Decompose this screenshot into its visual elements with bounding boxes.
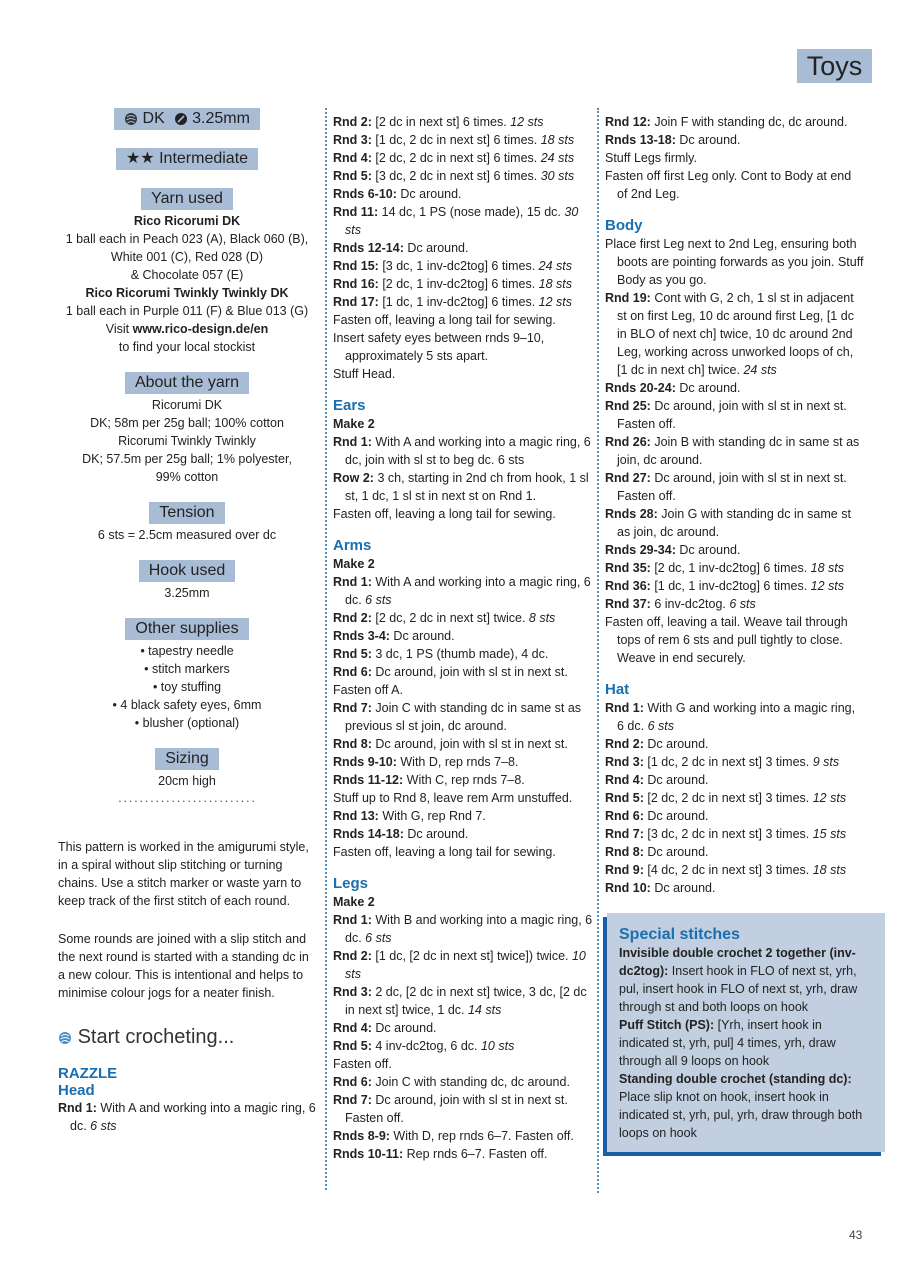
- round-text: Place first Leg next to 2nd Leg, ensuring both boots are pointing forwards as you join. Stuff Body as you go.: [605, 237, 864, 287]
- round-text: With A and working into a magic ring, 6 dc.: [345, 575, 591, 607]
- stitch-count: 18 sts: [812, 863, 847, 877]
- body-rounds: [605, 235, 865, 667]
- pattern-line: [605, 595, 865, 613]
- round-text: [2 dc, 2 dc in next st] twice.: [371, 611, 529, 625]
- pattern-line: [605, 433, 865, 469]
- pattern-line: [605, 289, 865, 379]
- tension-block: [58, 502, 316, 544]
- round-text: Join B with standing dc in same st as join, dc around.: [617, 435, 860, 467]
- pattern-line: [333, 1091, 593, 1127]
- pattern-line: [605, 807, 865, 825]
- round-text: Dc around, join with sl st in next st. Fasten off.: [345, 1093, 568, 1125]
- pattern-line: [333, 469, 593, 505]
- pattern-column-3: [605, 113, 865, 1152]
- pattern-line: [333, 753, 593, 771]
- round-label: Rnd 27:: [605, 471, 651, 485]
- pattern-line: [333, 329, 593, 365]
- round-label: Rnds 20-24:: [605, 381, 676, 395]
- round-text: Join C with standing dc, dc around.: [371, 1075, 570, 1089]
- round-text: Dc around.: [643, 737, 709, 751]
- pattern-line: [605, 825, 865, 843]
- round-label: Rnds 28:: [605, 507, 658, 521]
- section-tab: Toys: [797, 49, 872, 83]
- yarn-brand-2-desc: 1 ball each in Purple 011 (F) & Blue 013 (G): [65, 304, 309, 318]
- special-stitch-item: [619, 1016, 873, 1070]
- pattern-line: [333, 1055, 593, 1073]
- round-label: Rnd 5:: [333, 647, 372, 661]
- pattern-line: [333, 149, 593, 167]
- round-label: Rnds 3-4:: [333, 629, 390, 643]
- special-stitches-heading: Special stitches: [619, 926, 740, 943]
- round-label: Rnds 12-14:: [333, 241, 404, 255]
- stitch-count: 6 sts: [365, 593, 392, 607]
- round-label: Rnd 25:: [605, 399, 651, 413]
- round-text: [2 dc in next st] 6 times.: [371, 115, 511, 129]
- round-label: Rnd 15:: [333, 259, 379, 273]
- round-text: Join F with standing dc, dc around.: [650, 115, 848, 129]
- pattern-line: [333, 627, 593, 645]
- skill-level-bar: [116, 148, 258, 170]
- round-label: Rnd 4:: [333, 151, 372, 165]
- round-text: 3 ch, starting in 2nd ch from hook, 1 sl st, 1 dc, 1 sl st in next st on Rnd 1.: [345, 471, 589, 503]
- round-label: Rnds 13-18:: [605, 133, 676, 147]
- round-text: Join G with standing dc in same st as join, dc around.: [617, 507, 851, 539]
- stitch-desc: Place slip knot on hook, insert hook in indicated st, yrh, pul, yrh, draw through both loops on hook: [619, 1090, 863, 1140]
- pattern-line: [333, 113, 593, 131]
- round-text: Stuff up to Rnd 8, leave rem Arm unstuffed.: [333, 791, 573, 805]
- round-label: Rnds 8-9:: [333, 1129, 390, 1143]
- round-text: Fasten off, leaving a long tail for sewing.: [333, 845, 556, 859]
- round-text: With C, rep rnds 7–8.: [403, 773, 525, 787]
- round-label: Rnd 6:: [333, 1075, 372, 1089]
- round-label: Rnd 6:: [333, 665, 372, 679]
- round-label: Rnd 1:: [333, 575, 372, 589]
- stitch-count: 6 sts: [365, 931, 392, 945]
- stitch-count: 30 sts: [540, 169, 575, 183]
- stitch-count: 30 sts: [345, 205, 579, 237]
- round-label: Rnd 7:: [333, 1093, 372, 1107]
- legs-heading: Legs: [333, 875, 369, 892]
- skill-level-block: [58, 148, 316, 172]
- sizing-heading: Sizing: [155, 748, 219, 770]
- round-text: Dc around.: [650, 881, 716, 895]
- round-label: Rnd 7:: [333, 701, 372, 715]
- round-label: Rnds 29-34:: [605, 543, 676, 557]
- pattern-line: [58, 1099, 316, 1135]
- round-text: [1 dc, 2 dc in next st] 3 times.: [643, 755, 813, 769]
- round-text: With G, rep Rnd 7.: [378, 809, 486, 823]
- round-label: Rnd 3:: [605, 755, 644, 769]
- yarn-ball-icon: [58, 1031, 72, 1045]
- stitch-count: 9 sts: [812, 755, 840, 769]
- round-text: Insert safety eyes between rnds 9–10, approximately 5 sts apart.: [333, 331, 545, 363]
- pattern-line: [333, 1037, 593, 1055]
- round-text: 3 dc, 1 PS (thumb made), 4 dc.: [371, 647, 549, 661]
- round-label: Rnd 9:: [605, 863, 644, 877]
- pattern-line: [333, 807, 593, 825]
- arms-rounds: [333, 573, 593, 861]
- pattern-line: [333, 1019, 593, 1037]
- stitch-count: 15 sts: [812, 827, 847, 841]
- special-stitch-item: [619, 1070, 873, 1142]
- pattern-line: [605, 699, 865, 735]
- stitch-count: 12 sts: [538, 295, 572, 309]
- round-label: Rnd 12:: [605, 115, 651, 129]
- round-label: Rnd 37:: [605, 597, 651, 611]
- pattern-line: [605, 735, 865, 753]
- pattern-line: [333, 1073, 593, 1091]
- special-stitches-box: [607, 913, 885, 1152]
- yarn-brand-1: Rico Ricorumi DK: [133, 214, 241, 228]
- legs-continued: [605, 113, 865, 203]
- supply-item: • stitch markers: [144, 662, 230, 676]
- round-text: With D, rep rnds 6–7. Fasten off.: [389, 1129, 574, 1143]
- round-text: Stuff Legs firmly.: [605, 151, 697, 165]
- round-text: Fasten off, leaving a long tail for sewing.: [333, 313, 556, 327]
- stitch-count: 10 sts: [345, 949, 586, 981]
- hat-rounds: [605, 699, 865, 897]
- round-text: Dc around, join with sl st in next st.: [371, 665, 568, 679]
- round-text: With D, rep rnds 7–8.: [396, 755, 519, 769]
- pattern-line: [605, 789, 865, 807]
- pattern-line: [333, 311, 593, 329]
- tension-heading: Tension: [149, 502, 224, 524]
- round-text: 4 inv-dc2tog, 6 dc.: [371, 1039, 481, 1053]
- round-text: [2 dc, 2 dc in next st] 6 times.: [371, 151, 541, 165]
- yarn-brand-2: Rico Ricorumi Twinkly Twinkly DK: [85, 286, 289, 300]
- stitch-name: Puff Stitch (PS):: [619, 1018, 715, 1032]
- yarn-weight: DK: [142, 110, 165, 127]
- round-text: Fasten off, leaving a tail. Weave tail through tops of rem 6 sts and pull tightly to close. Weave in end securely.: [605, 615, 848, 665]
- yarn-used-heading: Yarn used: [141, 188, 233, 210]
- pattern-line: [333, 681, 593, 699]
- about-yarn-heading: About the yarn: [125, 372, 249, 394]
- pattern-line: [333, 275, 593, 293]
- column-divider: [597, 108, 599, 1193]
- pattern-line: [605, 113, 865, 131]
- yarn-used-block: [58, 188, 316, 356]
- stitch-count: 12 sts: [810, 579, 844, 593]
- pattern-name: RAZZLE: [58, 1065, 118, 1082]
- sizing-value: 20cm high: [158, 774, 216, 788]
- pattern-line: [605, 753, 865, 771]
- stitch-count: 10 sts: [480, 1039, 515, 1053]
- round-label: Rnd 4:: [605, 773, 644, 787]
- round-text: Join C with standing dc in same st as previous sl st join, dc around.: [345, 701, 582, 733]
- stitch-count: 6 sts: [90, 1119, 117, 1133]
- start-crocheting-heading: [58, 1026, 316, 1049]
- supply-item: • 4 black safety eyes, 6mm: [112, 698, 262, 712]
- pattern-line: [605, 559, 865, 577]
- round-label: Rnd 5:: [605, 791, 644, 805]
- round-text: Dc around.: [396, 187, 462, 201]
- round-text: Dc around.: [675, 543, 741, 557]
- round-text: [3 dc, 2 dc in next st] 3 times.: [643, 827, 813, 841]
- round-text: With A and working into a magic ring, 6 dc.: [70, 1101, 316, 1133]
- pattern-line: [605, 235, 865, 289]
- round-text: [1 dc, 1 inv-dc2tog] 6 times.: [378, 295, 539, 309]
- pattern-line: [333, 843, 593, 861]
- round-label: Rnd 7:: [605, 827, 644, 841]
- round-label: Rnd 16:: [333, 277, 379, 291]
- round-text: Dc around.: [403, 241, 469, 255]
- round-text: Dc around, join with sl st in next st. Fasten off.: [617, 399, 847, 431]
- round-text: Dc around.: [675, 381, 741, 395]
- supplies-block: [58, 618, 316, 732]
- legs-make: Make 2: [333, 895, 375, 909]
- about-line: DK; 58m per 25g ball; 100% cotton: [90, 416, 284, 430]
- round-text: Fasten off A.: [333, 683, 403, 697]
- round-text: [1 dc, [2 dc in next st] twice]) twice.: [371, 949, 572, 963]
- pattern-line: [605, 397, 865, 433]
- pattern-line: [333, 825, 593, 843]
- hat-heading: Hat: [605, 681, 630, 698]
- pattern-line: [333, 1127, 593, 1145]
- round-label: Rnd 4:: [333, 1021, 372, 1035]
- supply-item: • toy stuffing: [152, 680, 222, 694]
- column-divider: [325, 108, 327, 1190]
- round-label: Rnds 14-18:: [333, 827, 404, 841]
- pattern-line: [333, 131, 593, 149]
- special-stitch-item: [619, 944, 873, 1016]
- supply-item: • blusher (optional): [134, 716, 240, 730]
- round-label: Rnds 11-12:: [333, 773, 404, 787]
- round-label: Rnds 9-10:: [333, 755, 397, 769]
- stitch-name: Standing double crochet (standing dc):: [619, 1072, 852, 1086]
- pattern-line: [333, 293, 593, 311]
- pattern-line: [333, 573, 593, 609]
- legs-rounds: [333, 911, 593, 1163]
- round-label: Rnd 1:: [605, 701, 644, 715]
- pattern-line: [605, 505, 865, 541]
- round-text: 14 dc, 1 PS (nose made), 15 dc.: [378, 205, 565, 219]
- pattern-line: [605, 167, 865, 203]
- round-text: [1 dc, 2 dc in next st] 6 times.: [371, 133, 541, 147]
- round-label: Row 2:: [333, 471, 374, 485]
- round-label: Rnd 36:: [605, 579, 651, 593]
- hook-icon: [174, 112, 188, 126]
- pattern-line: [333, 433, 593, 469]
- stitch-count: 12 sts: [812, 791, 847, 805]
- yarn-brand-1-desc-line: & Chocolate 057 (E): [130, 268, 244, 282]
- hook-size: 3.25mm: [192, 110, 250, 127]
- head-heading: Head: [58, 1082, 95, 1099]
- stitch-count: 24 sts: [743, 363, 777, 377]
- pattern-line: [605, 469, 865, 505]
- pattern-line: [333, 771, 593, 789]
- intro-paragraph-2: Some rounds are joined with a slip stitch and the next round is started with a standing dc in a new colour. This is intentional and helps to minimise colour jogs for a neater finish.: [58, 932, 309, 1000]
- pattern-line: [333, 185, 593, 203]
- visit-text: Visit: [105, 322, 130, 336]
- round-label: Rnd 11:: [333, 205, 379, 219]
- round-label: Rnd 2:: [333, 611, 372, 625]
- pattern-line: [333, 947, 593, 983]
- round-text: Dc around.: [403, 827, 469, 841]
- round-text: [2 dc, 1 inv-dc2tog] 6 times.: [378, 277, 539, 291]
- stitch-count: 24 sts: [540, 151, 575, 165]
- body-heading: Body: [605, 217, 643, 234]
- pattern-line: [605, 131, 865, 149]
- pattern-line: [333, 983, 593, 1019]
- pattern-line: [605, 541, 865, 559]
- stitch-count: 12 sts: [510, 115, 544, 129]
- round-label: Rnd 35:: [605, 561, 651, 575]
- start-crocheting-text: Start crocheting...: [77, 1026, 235, 1048]
- round-text: Dc around.: [675, 133, 741, 147]
- round-text: Dc around, join with sl st in next st.: [371, 737, 568, 751]
- pattern-line: [605, 379, 865, 397]
- pattern-line: [333, 663, 593, 681]
- round-label: Rnd 1:: [58, 1101, 97, 1115]
- round-label: Rnd 19:: [605, 291, 651, 305]
- pattern-line: [333, 645, 593, 663]
- specs-column: [58, 108, 316, 1135]
- pattern-line: [333, 167, 593, 185]
- round-text: Dc around, join with sl st in next st. Fasten off.: [617, 471, 847, 503]
- round-text: Rep rnds 6–7. Fasten off.: [403, 1147, 548, 1161]
- arms-heading: Arms: [333, 537, 372, 554]
- skill-level: Intermediate: [159, 150, 249, 167]
- pattern-line: [605, 879, 865, 897]
- stitch-count: 8 sts: [528, 611, 556, 625]
- visit-line: [58, 320, 316, 338]
- round-label: Rnd 6:: [605, 809, 644, 823]
- stitch-count: 24 sts: [538, 259, 572, 273]
- pattern-line: [605, 861, 865, 879]
- yarn-ball-icon: [124, 112, 138, 126]
- pattern-line: [333, 239, 593, 257]
- round-text: Cont with G, 2 ch, 1 sl st in adjacent st on first Leg, 10 dc around first Leg, [1 dc in BLO of next ch] twice, 10 dc around 2nd Leg, working across unworked loops of ch, [1 dc in next ch] twice.: [617, 291, 854, 377]
- round-text: Dc around.: [643, 809, 709, 823]
- hook-used-value: 3.25mm: [164, 586, 210, 600]
- round-text: Dc around.: [371, 1021, 437, 1035]
- round-text: With G and working into a magic ring, 6 dc.: [617, 701, 856, 733]
- about-yarn-block: [58, 372, 316, 486]
- pattern-column-2: [333, 113, 593, 1163]
- round-text: [2 dc, 1 inv-dc2tog] 6 times.: [650, 561, 811, 575]
- round-label: Rnds 10-11:: [333, 1147, 404, 1161]
- pattern-line: [333, 203, 593, 239]
- pattern-line: [333, 789, 593, 807]
- pattern-line: [605, 613, 865, 667]
- stitch-desc: Insert hook in FLO of next st, yrh, pul, insert hook in FLO of next st, yrh, draw through st and both loops on hook: [619, 964, 858, 1014]
- round-text: 2 dc, [2 dc in next st] twice, 3 dc, [2 dc in next st] twice, 1 dc.: [345, 985, 587, 1017]
- pattern-line: [333, 735, 593, 753]
- yarn-brand-1-desc-line: 1 ball each in Peach 023 (A), Black 060 (B),: [65, 232, 309, 246]
- round-label: Rnd 5:: [333, 1039, 372, 1053]
- weight-hook-bar: [114, 108, 260, 130]
- round-text: [3 dc, 2 dc in next st] 6 times.: [371, 169, 541, 183]
- pattern-line: [333, 699, 593, 735]
- pattern-line: [333, 365, 593, 383]
- pattern-line: [605, 149, 865, 167]
- stitch-desc: [Yrh, insert hook in indicated st, yrh, pul] 4 times, yrh, draw through all 9 loops on hook: [619, 1018, 836, 1068]
- pattern-line: [333, 911, 593, 947]
- stitch-count: 14 sts: [467, 1003, 502, 1017]
- sizing-block: [58, 748, 316, 810]
- round-text: Dc around.: [643, 845, 709, 859]
- round-label: Rnd 17:: [333, 295, 379, 309]
- pattern-line: [333, 257, 593, 275]
- stitch-name: Invisible double crochet 2 together (inv-dc2tog):: [619, 946, 856, 978]
- round-text: [3 dc, 1 inv-dc2tog] 6 times.: [378, 259, 539, 273]
- stockist-text: to find your local stockist: [118, 340, 256, 354]
- supplies-heading: Other supplies: [125, 618, 248, 640]
- pattern-line: [333, 1145, 593, 1163]
- round-text: 6 inv-dc2tog.: [650, 597, 730, 611]
- round-label: Rnd 13:: [333, 809, 379, 823]
- intro-paragraph-1: This pattern is worked in the amigurumi style, in a spiral without slip stitching or turning chains. Use a stitch marker or waste yarn to keep track of the first stitch of each round.: [58, 840, 309, 908]
- hook-used-block: [58, 560, 316, 602]
- round-text: [2 dc, 2 dc in next st] 3 times.: [643, 791, 813, 805]
- round-label: Rnd 8:: [333, 737, 372, 751]
- stitch-count: 18 sts: [810, 561, 844, 575]
- hook-used-heading: Hook used: [139, 560, 236, 582]
- round-text: Dc around.: [643, 773, 709, 787]
- round-label: Rnd 2:: [333, 115, 372, 129]
- round-label: Rnd 3:: [333, 985, 372, 999]
- pattern-line: [333, 505, 593, 523]
- round-label: Rnd 8:: [605, 845, 644, 859]
- round-label: Rnd 2:: [333, 949, 372, 963]
- round-label: Rnd 2:: [605, 737, 644, 751]
- website-link[interactable]: www.rico-design.de/en: [132, 322, 269, 336]
- stitch-count: 6 sts: [729, 597, 756, 611]
- round-text: Stuff Head.: [333, 367, 396, 381]
- round-text: Dc around.: [389, 629, 455, 643]
- page-number: 43: [849, 1228, 863, 1242]
- about-line: 99% cotton: [155, 470, 219, 484]
- about-line: Ricorumi Twinkly Twinkly: [118, 434, 256, 448]
- round-text: Fasten off, leaving a long tail for sewing.: [333, 507, 556, 521]
- round-label: Rnds 6-10:: [333, 187, 397, 201]
- round-text: Fasten off first Leg only. Cont to Body at end of 2nd Leg.: [605, 169, 852, 201]
- pattern-line: [605, 771, 865, 789]
- dotted-divider: ··························: [117, 793, 257, 808]
- round-label: Rnd 1:: [333, 913, 372, 927]
- round-text: Fasten off.: [333, 1057, 392, 1071]
- stitch-count: 18 sts: [538, 277, 572, 291]
- round-label: Rnd 5:: [333, 169, 372, 183]
- pattern-line: [333, 609, 593, 627]
- yarn-brand-1-desc-line: White 001 (C), Red 028 (D): [110, 250, 264, 264]
- round-text: With A and working into a magic ring, 6 dc, join with sl st to beg dc. 6 sts: [345, 435, 591, 467]
- round-text: With B and working into a magic ring, 6 dc.: [345, 913, 593, 945]
- round-text: [1 dc, 1 inv-dc2tog] 6 times.: [650, 579, 811, 593]
- ears-heading: Ears: [333, 397, 366, 414]
- stitch-count: 6 sts: [647, 719, 674, 733]
- round-label: Rnd 26:: [605, 435, 651, 449]
- ears-make: Make 2: [333, 417, 375, 431]
- pattern-line: [605, 843, 865, 861]
- tension-value: 6 sts = 2.5cm measured over dc: [97, 528, 277, 542]
- pattern-line: [605, 577, 865, 595]
- stars-icon: ★★: [125, 150, 155, 167]
- about-line: Ricorumi DK: [151, 398, 223, 412]
- stitch-count: 18 sts: [540, 133, 575, 147]
- round-label: Rnd 3:: [333, 133, 372, 147]
- round-text: [4 dc, 2 dc in next st] 3 times.: [643, 863, 813, 877]
- round-label: Rnd 1:: [333, 435, 372, 449]
- ears-rounds: [333, 433, 593, 523]
- yarn-weight-hook-block: [58, 108, 316, 132]
- round-label: Rnd 10:: [605, 881, 651, 895]
- supply-item: • tapestry needle: [140, 644, 234, 658]
- about-line: DK; 57.5m per 25g ball; 1% polyester,: [82, 452, 292, 466]
- head-continued: [333, 113, 593, 383]
- arms-make: Make 2: [333, 557, 375, 571]
